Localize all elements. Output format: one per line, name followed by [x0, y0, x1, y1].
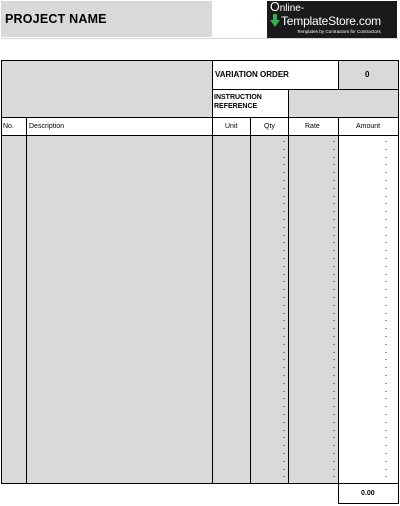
rate-dash: -: [333, 169, 336, 177]
qty-dash: -: [283, 270, 286, 278]
col-header-qty: Qty: [264, 123, 275, 130]
amount-dash: -: [385, 434, 388, 442]
rate-dash: -: [333, 231, 336, 239]
rate-dash: -: [333, 317, 336, 325]
amount-dash: -: [385, 161, 388, 169]
variation-order-label: VARIATION ORDER: [215, 70, 289, 79]
rate-dash: -: [333, 278, 336, 286]
rate-dash: -: [333, 301, 336, 309]
qty-dash: -: [283, 403, 286, 411]
rate-dash: -: [333, 364, 336, 372]
rate-dash: -: [333, 286, 336, 294]
download-arrow-icon: [270, 14, 280, 28]
rate-dash: -: [333, 192, 336, 200]
qty-dash: -: [283, 231, 286, 239]
amount-dash: -: [385, 286, 388, 294]
amount-dash: -: [385, 247, 388, 255]
qty-dash: -: [283, 177, 286, 184]
variation-order-number: 0: [365, 70, 370, 79]
rate-dash: -: [333, 247, 336, 255]
rate-dash: -: [333, 465, 336, 473]
amount-dash: -: [385, 473, 388, 481]
rate-dash: -: [333, 200, 336, 208]
qty-dash: -: [283, 387, 286, 395]
header-divider: [1, 38, 398, 39]
qty-dash: -: [283, 333, 286, 340]
amount-dash: -: [385, 442, 388, 450]
qty-dash: -: [283, 450, 286, 457]
amount-dash: -: [385, 395, 388, 403]
rate-dash: -: [333, 411, 336, 418]
qty-dash: -: [283, 294, 286, 301]
qty-dash: -: [283, 216, 286, 223]
rate-dash: -: [333, 208, 336, 216]
col-header-rate: Rate: [305, 123, 320, 130]
qty-dash: -: [283, 301, 286, 309]
qty-dash: -: [283, 465, 286, 473]
amount-dash: -: [385, 184, 388, 192]
qty-dash: -: [283, 442, 286, 450]
divider-v-number: [338, 60, 339, 89]
rate-dash: -: [333, 262, 336, 270]
amount-dash: -: [385, 192, 388, 200]
col-divider-2: [212, 118, 213, 484]
amount-dash: -: [385, 457, 388, 465]
qty-dash: -: [283, 473, 286, 481]
project-title: PROJECT NAME: [5, 12, 107, 26]
amount-dash: -: [385, 403, 388, 411]
qty-dash: -: [283, 247, 286, 255]
col-divider-1: [26, 118, 27, 484]
amount-dash: -: [385, 255, 388, 262]
qty-dash: -: [283, 208, 286, 216]
qty-dash: -: [283, 153, 286, 161]
amount-dash: -: [385, 317, 388, 325]
rate-dash: -: [333, 372, 336, 379]
amount-dash: -: [385, 216, 388, 223]
divider-v-reference: [288, 89, 289, 118]
amount-dash: -: [385, 138, 388, 145]
qty-dash: -: [283, 223, 286, 231]
rate-dash: -: [333, 450, 336, 457]
amount-dash: -: [385, 231, 388, 239]
rate-dash: -: [333, 255, 336, 262]
qty-dash: -: [283, 317, 286, 325]
rate-dash: -: [333, 395, 336, 403]
rate-dash: -: [333, 426, 336, 434]
qty-dash: -: [283, 340, 286, 348]
rate-dash: -: [333, 138, 336, 145]
rate-dash: -: [333, 216, 336, 223]
amount-dash: -: [385, 426, 388, 434]
qty-dash: -: [283, 364, 286, 372]
amount-dash: -: [385, 333, 388, 340]
rate-dash: -: [333, 325, 336, 333]
qty-dash: -: [283, 169, 286, 177]
instruction-label-line1: INSTRUCTION: [214, 94, 262, 101]
qty-dash: -: [283, 262, 286, 270]
rate-dash: -: [333, 442, 336, 450]
qty-dash: -: [283, 325, 286, 333]
amount-dash: -: [385, 169, 388, 177]
table-body-border: [1, 136, 399, 484]
rate-dash: -: [333, 309, 336, 317]
rate-dash: -: [333, 356, 336, 364]
amount-dash: -: [385, 356, 388, 364]
amount-dash: -: [385, 177, 388, 184]
qty-dash: -: [283, 255, 286, 262]
qty-dash: -: [283, 457, 286, 465]
amount-dash: -: [385, 270, 388, 278]
logo-line1: Online-: [270, 1, 305, 14]
instruction-label-line2: REFERENCE: [214, 103, 258, 110]
amount-dash: -: [385, 411, 388, 418]
rate-dash: -: [333, 403, 336, 411]
qty-dash: -: [283, 434, 286, 442]
qty-dash: -: [283, 411, 286, 418]
amount-dash: -: [385, 465, 388, 473]
rate-dash: -: [333, 340, 336, 348]
col-divider-5: [338, 118, 339, 484]
col-header-amount: Amount: [356, 123, 381, 130]
qty-dash: -: [283, 200, 286, 208]
rate-dash: -: [333, 184, 336, 192]
col-divider-3: [250, 118, 251, 484]
rate-dash: -: [333, 239, 336, 247]
col-header-description: Description: [29, 123, 65, 130]
qty-dash: -: [283, 184, 286, 192]
qty-dash: -: [283, 372, 286, 379]
rate-dash: -: [333, 294, 336, 301]
qty-dash: -: [283, 426, 286, 434]
qty-dash: -: [283, 395, 286, 403]
col-header-no: No.: [3, 123, 14, 130]
rate-dash: -: [333, 434, 336, 442]
amount-dash: -: [385, 262, 388, 270]
rate-dash: -: [333, 348, 336, 356]
rate-dash: -: [333, 457, 336, 465]
amount-dash: -: [385, 223, 388, 231]
amount-dash: -: [385, 208, 388, 216]
amount-dash: -: [385, 340, 388, 348]
rate-dash: -: [333, 473, 336, 481]
rate-dash: -: [333, 161, 336, 169]
amount-dash: -: [385, 200, 388, 208]
qty-dash: -: [283, 379, 286, 387]
amount-dash: -: [385, 309, 388, 317]
qty-dash: -: [283, 418, 286, 426]
rate-dash: -: [333, 379, 336, 387]
qty-dash: -: [283, 309, 286, 317]
qty-dash: -: [283, 286, 286, 294]
rate-dash: -: [333, 333, 336, 340]
amount-dash: -: [385, 301, 388, 309]
amount-dash: -: [385, 278, 388, 286]
col-header-unit: Unit: [225, 123, 238, 130]
rate-dash: -: [333, 223, 336, 231]
project-name-box: [1, 1, 212, 37]
qty-dash: -: [283, 161, 286, 169]
rate-dash: -: [333, 153, 336, 161]
col-divider-4: [288, 118, 289, 484]
amount-dash: -: [385, 325, 388, 333]
rate-dash: -: [333, 387, 336, 395]
qty-dash: -: [283, 138, 286, 145]
amount-dash: -: [385, 387, 388, 395]
amount-dash: -: [385, 239, 388, 247]
amount-dash: -: [385, 153, 388, 161]
amount-dash: -: [385, 418, 388, 426]
rate-dash: -: [333, 270, 336, 278]
qty-dash: -: [283, 145, 286, 153]
online-templatestore-logo: [267, 1, 397, 38]
rate-dash: -: [333, 177, 336, 184]
qty-dash: -: [283, 192, 286, 200]
amount-dash: -: [385, 450, 388, 457]
divider-h-order: [212, 89, 399, 90]
total-amount: 0.00: [361, 490, 375, 497]
qty-dash: -: [283, 348, 286, 356]
qty-dash: -: [283, 356, 286, 364]
rate-dash: -: [333, 145, 336, 153]
amount-dash: -: [385, 348, 388, 356]
logo-tagline: Templates by Contractors for Contractors: [297, 29, 381, 34]
logo-line2: TemplateStore.com: [281, 14, 381, 28]
amount-dash: -: [385, 145, 388, 153]
qty-dash: -: [283, 239, 286, 247]
amount-dash: -: [385, 364, 388, 372]
amount-dash: -: [385, 372, 388, 379]
rate-dash: -: [333, 418, 336, 426]
amount-dash: -: [385, 379, 388, 387]
amount-dash: -: [385, 294, 388, 301]
qty-dash: -: [283, 278, 286, 286]
